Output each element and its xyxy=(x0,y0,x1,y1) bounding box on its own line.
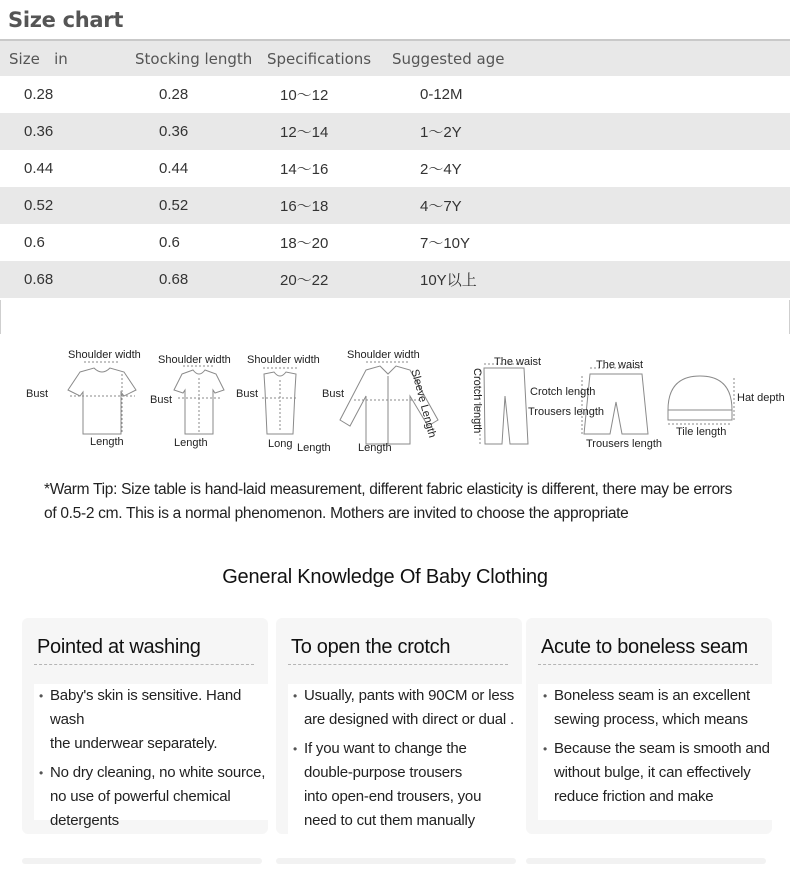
table-row xyxy=(0,187,790,224)
warm-tip-line-2: of 0.5-2 cm. This is a normal phenomenon. Mothers are invited to choose the appropriate xyxy=(44,505,629,522)
cell-specifications: 20～22 xyxy=(280,272,329,289)
list-item xyxy=(34,761,268,833)
cell-suggested-age: 7～10Y xyxy=(420,235,471,252)
vest-icon xyxy=(262,368,298,434)
table-header-row xyxy=(0,40,790,76)
bullet-line: Usually, pants with 90CM or less xyxy=(304,687,515,704)
bullet-line: into open-end trousers, you xyxy=(304,788,482,805)
label-tile-length: Tile length xyxy=(676,426,727,438)
card-body xyxy=(288,684,522,834)
label-bust-1: Bust xyxy=(26,388,49,400)
label-hat-depth: Hat depth xyxy=(737,392,785,404)
bullet-line: reduce friction and make xyxy=(554,788,714,805)
bullet-line: If you want to change the xyxy=(304,740,467,757)
table-row xyxy=(0,76,790,113)
bullet-line: No dry cleaning, no white source, xyxy=(50,764,266,781)
size-chart-title: Size chart xyxy=(8,8,124,32)
bullet-line: without bulge, it can effectively xyxy=(554,764,751,781)
bullet-line: no use of powerful chemical xyxy=(50,788,231,805)
header-size: Size in xyxy=(0,40,135,76)
shorts-icon xyxy=(582,368,648,434)
table-row xyxy=(0,224,790,261)
card-washing xyxy=(22,618,268,834)
header-stocking-length: Stocking length xyxy=(135,40,267,76)
label-crotch-length-vertical: Crotch length xyxy=(471,368,483,434)
cell-size: 0.44 xyxy=(24,160,54,177)
cell-stocking-length: 0.36 xyxy=(159,123,189,140)
label-bust-3: Bust xyxy=(236,388,259,400)
label-length-3: Length xyxy=(297,442,331,454)
card-crotch xyxy=(276,618,522,834)
card-shadow xyxy=(276,858,516,864)
label-shoulder-width-2: Shoulder width xyxy=(158,354,231,366)
cell-specifications: 18～20 xyxy=(280,235,329,252)
cell-specifications: 16～18 xyxy=(280,198,329,215)
label-trousers-length-2: Trousers length xyxy=(586,438,663,450)
card-title: Acute to boneless seam xyxy=(541,636,748,658)
cell-specifications: 14～16 xyxy=(280,161,329,178)
bullet-line: double-purpose trousers xyxy=(304,764,462,781)
label-shoulder-width-1: Shoulder width xyxy=(68,349,141,361)
label-shoulder-width-4: Shoulder width xyxy=(347,349,420,361)
label-crotch-length: Crotch length xyxy=(530,386,596,398)
cell-stocking-length: 0.28 xyxy=(159,86,189,103)
card-body xyxy=(538,684,772,820)
table-row xyxy=(0,261,790,298)
cell-specifications: 12～14 xyxy=(280,124,329,141)
knowledge-title: General Knowledge Of Baby Clothing xyxy=(222,566,548,588)
bullet-line: Boneless seam is an excellent xyxy=(554,687,750,704)
bullet-line: Baby's skin is sensitive. Hand wash xyxy=(50,687,242,728)
table-border-left xyxy=(0,300,1,334)
label-the-waist-2: The waist xyxy=(596,359,644,371)
cell-size: 0.6 xyxy=(24,234,45,251)
label-bust-4: Bust xyxy=(322,388,345,400)
cell-size: 0.28 xyxy=(24,86,54,103)
header-suggested-age: Suggested age xyxy=(392,40,790,76)
card-divider xyxy=(34,664,254,665)
tshirt-icon xyxy=(68,362,136,434)
label-sleeve-length: Sleeve Length xyxy=(408,368,439,440)
pants-icon xyxy=(480,364,528,444)
size-chart xyxy=(0,0,790,334)
list-item xyxy=(538,684,772,732)
card-body xyxy=(34,684,268,829)
list-item xyxy=(538,737,772,809)
hat-icon xyxy=(668,376,734,424)
label-bust-2: Bust xyxy=(150,394,173,406)
cell-size: 0.68 xyxy=(24,271,54,288)
warm-tip xyxy=(44,478,764,526)
card-divider xyxy=(538,664,758,665)
cell-suggested-age: 1～2Y xyxy=(420,124,462,141)
cell-stocking-length: 0.6 xyxy=(159,234,180,251)
size-table xyxy=(0,39,790,298)
bullet-line: are designed with direct or dual . xyxy=(304,711,514,728)
card-title: To open the crotch xyxy=(291,636,451,658)
cell-suggested-age: 10Y以上 xyxy=(420,272,477,289)
card-shadow xyxy=(526,858,766,864)
list-item xyxy=(288,684,522,732)
bullet-line: detergents xyxy=(50,812,119,829)
label-length-1: Length xyxy=(90,436,124,448)
card-title: Pointed at washing xyxy=(37,636,201,658)
table-row xyxy=(0,150,790,187)
label-length-4: Length xyxy=(358,442,392,454)
card-divider xyxy=(288,664,508,665)
table-row xyxy=(0,113,790,150)
cell-size: 0.52 xyxy=(24,197,54,214)
cell-specifications: 10～12 xyxy=(280,87,329,104)
cell-stocking-length: 0.44 xyxy=(159,160,189,177)
cell-size: 0.36 xyxy=(24,123,54,140)
label-length-2: Length xyxy=(174,437,208,449)
card-shadow xyxy=(22,858,262,864)
label-shoulder-width-3: Shoulder width xyxy=(247,354,320,366)
cell-suggested-age: 0-12M xyxy=(420,86,463,103)
cell-suggested-age: 2～4Y xyxy=(420,161,462,178)
header-specifications: Specifications xyxy=(267,40,392,76)
label-long-3: Long xyxy=(268,438,293,450)
warm-tip-line-1: *Warm Tip: Size table is hand-laid measurement, different fabric elasticity is different, there may be errors xyxy=(44,481,733,498)
shirt-icon xyxy=(174,366,224,434)
list-item xyxy=(34,684,268,756)
bullet-line: the underwear separately. xyxy=(50,735,218,752)
cell-stocking-length: 0.52 xyxy=(159,197,189,214)
bullet-line: sewing process, which means xyxy=(554,711,748,728)
list-item xyxy=(288,737,522,833)
cell-suggested-age: 4～7Y xyxy=(420,198,462,215)
card-boneless-seam xyxy=(526,618,772,834)
bullet-line: need to cut them manually xyxy=(304,812,475,829)
bullet-line: Because the seam is smooth and xyxy=(554,740,770,757)
cell-stocking-length: 0.68 xyxy=(159,271,189,288)
label-the-waist-1: The waist xyxy=(494,356,542,368)
measurement-diagram xyxy=(0,334,790,464)
label-trousers-length-1: Trousers length xyxy=(528,406,605,418)
